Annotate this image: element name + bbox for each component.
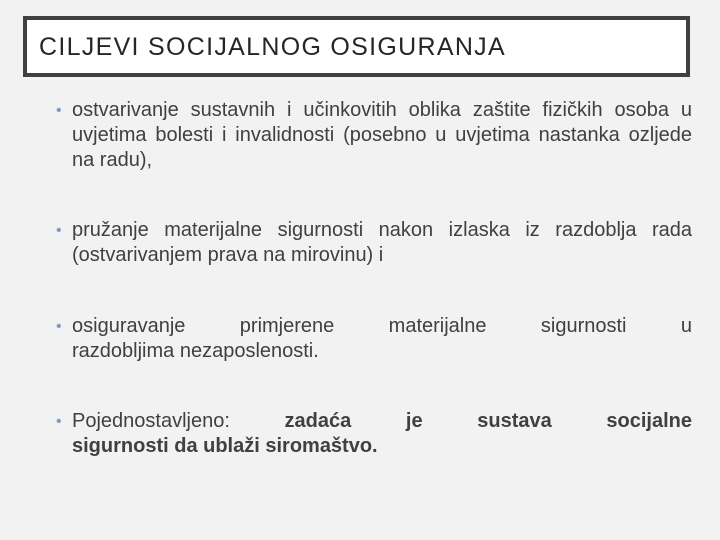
bullet-item bbox=[56, 314, 692, 364]
slide-title: CILJEVI SOCIJALNOG OSIGURANJA bbox=[39, 33, 506, 61]
bullet-dot-icon: • bbox=[56, 318, 62, 335]
bullet-bold-text: sigurnosti da ublaži siromaštvo. bbox=[72, 435, 378, 457]
bullet-text: pružanje materijalne sigurnosti nakon izlaska iz razdoblja rada (ostvarivanjem prava na mirovinu) i bbox=[72, 219, 692, 266]
bullet-dot-icon: • bbox=[56, 102, 62, 119]
bullet-text-line: razdobljima nezaposlenosti. bbox=[72, 340, 319, 362]
bullet-text-line: osiguravanje primjerene materijalne sigurnosti u bbox=[72, 315, 692, 337]
bullet-dot-icon: • bbox=[56, 222, 62, 239]
bullet-bold-text: zadaća je sustava socijalne bbox=[284, 410, 692, 432]
bullet-item bbox=[56, 98, 692, 173]
bullet-item bbox=[56, 409, 692, 459]
title-box bbox=[23, 16, 690, 77]
bullet-item bbox=[56, 218, 692, 268]
bullet-text: ostvarivanje sustavnih i učinkovitih oblika zaštite fizičkih osoba u uvjetima bolesti i invalidnosti (posebno u uvjetima nastanka ozljede na radu), bbox=[72, 99, 692, 171]
bullet-list bbox=[56, 98, 692, 459]
bullet-text-line bbox=[72, 409, 692, 434]
bullet-dot-icon: • bbox=[56, 413, 62, 430]
bullet-prefix: Pojednostavljeno: bbox=[72, 410, 230, 432]
